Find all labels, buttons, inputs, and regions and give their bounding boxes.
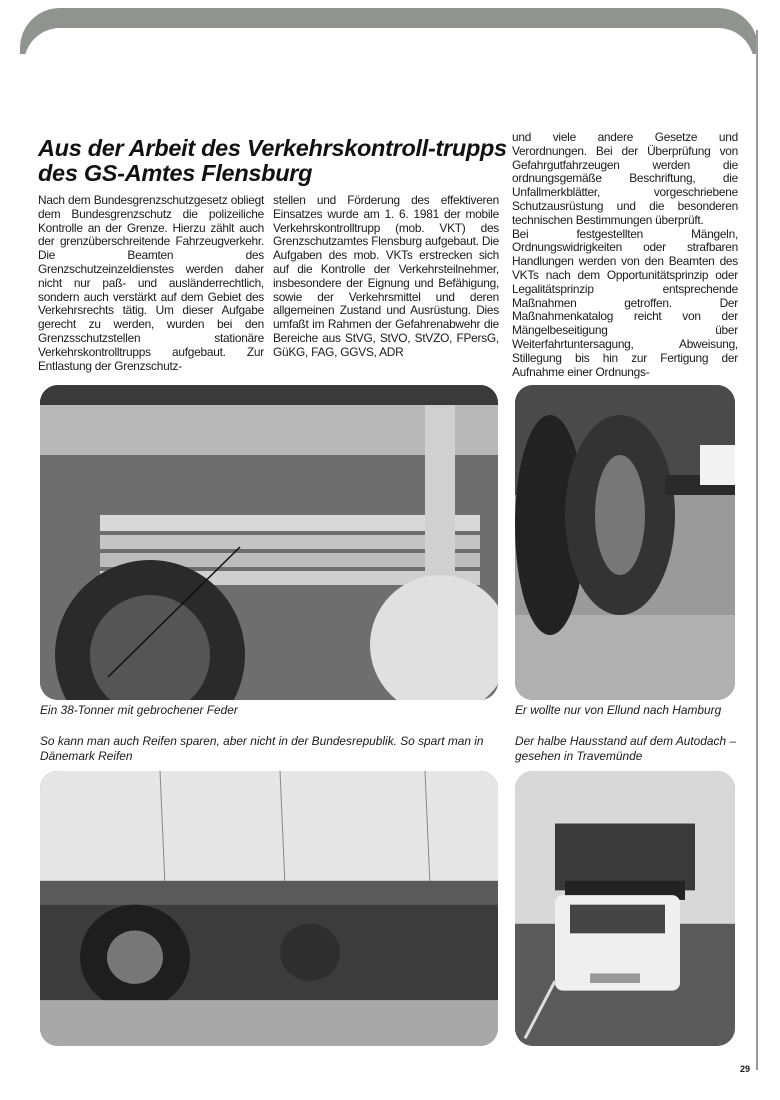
caption-spring: Ein 38-Tonner mit gebrochener Feder bbox=[40, 703, 238, 717]
page-border bbox=[756, 30, 758, 1070]
caption-tire: Er wollte nur von Ellund nach Hamburg bbox=[515, 703, 722, 717]
photo-broken-spring bbox=[40, 385, 498, 700]
article-title: Aus der Arbeit des Verkehrskontroll-trupps des GS-Amtes Flensburg bbox=[38, 135, 507, 186]
photo-trailer-wheels bbox=[40, 771, 498, 1046]
paragraph: und viele andere Gesetze und Verordnungen. Bei der Überprüfung von Gefahrgutfahrzeugen werden die ordnungsgemäße Beschriftung, die Unfallmerkblätter, vorgeschriebene Schutzausrüstung und die besonderen technischen Bestimmungen überprüft. bbox=[512, 130, 738, 227]
header-band-inner bbox=[24, 28, 754, 68]
paragraph: stellen und Förderung des effektiveren Einsatzes wurde am 1. 6. 1981 der mobile Verkehrskontrolltrupp (mob. VKT) des Grenzschutzamtes Flensburg aufgebaut. Die Aufgaben des mob. VKTs erstrecken sich auf die Kontrolle der Verkehrsteilnehmer, insbesondere der Eignung und Befähigung, sowie der Verkehrsmittel und deren allgemeinen Zustand und Ausrüstung. Dies umfaßt im Rahmen der Gefahrenabwehr die Bereiche aus StVG, StVO, StVZO, FPersG, GüKG, FAG, GGVS, ADR bbox=[273, 193, 499, 359]
photo-damaged-tire bbox=[515, 385, 735, 700]
article-column-3 bbox=[512, 131, 738, 379]
caption-car: Der halbe Hausstand auf dem Autodach – gesehen in Travemünde bbox=[515, 734, 736, 763]
paragraph: Nach dem Bundesgrenzschutzgesetz obliegt dem Bundesgrenzschutz die polizeiliche Kontrolle an der Grenze. Hierzu zählt auch der grenzüberschreitende Fahrzeugverkehr. Die Beamten des Grenzschutzeinzeldienstes werden daher nicht nur paß- und ausländerrechtlich, sondern auch verstärkt auf dem Gebiet des Verkehrsrechts tätig. Um dieser Aufgabe gerecht zu werden, wurden bei den Grenzsschutzstellen stationäre Verkehrskontrolltrupps aufgebaut. Zur Entlastung der Grenzschutz- bbox=[38, 193, 264, 373]
page-number: 29 bbox=[740, 1064, 751, 1074]
caption-trailer: So kann man auch Reifen sparen, aber nicht in der Bundesrepublik. So spart man in Dänemark Reifen bbox=[40, 734, 484, 763]
article-column-2 bbox=[273, 194, 499, 360]
photo-car-roof-load bbox=[515, 771, 735, 1046]
paragraph: Bei festgestellten Mängeln, Ordnungswidrigkeiten oder strafbaren Handlungen werden von den Beamten des VKTs nach dem Opportunitätsprinzip oder Legalitätsprinzip entsprechende Maßnahmen getroffen. Der Maßnahmenkatalog reicht von der Mängelbeseitigung über Weiterfahrtuntersagung, Abweisung, Stillegung bis hin zur Fertigung der Aufnahme einer Ordnungs- bbox=[512, 226, 738, 379]
article-column-1 bbox=[38, 194, 264, 373]
